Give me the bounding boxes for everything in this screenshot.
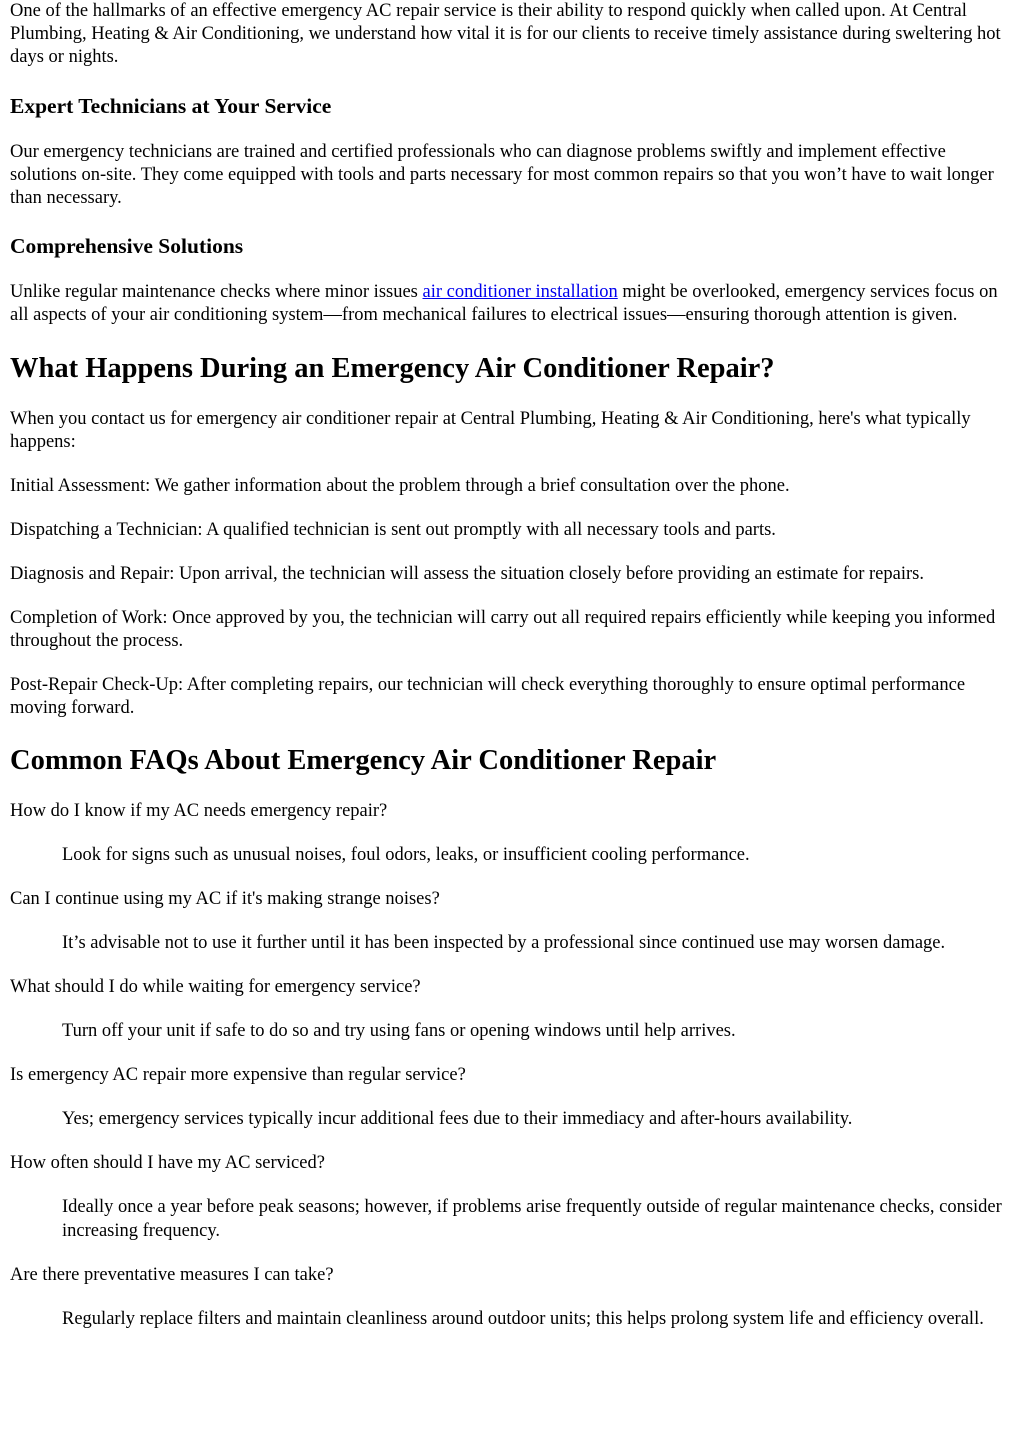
step-initial-assessment: Initial Assessment: We gather information about the problem through a brief consultation over the phone. [10, 475, 790, 496]
faq-answer: Look for signs such as unusual noises, foul odors, leaks, or insufficient cooling performance. [62, 845, 750, 866]
expert-technicians-heading: Expert Technicians at Your Service [10, 93, 332, 118]
faq-answer: Yes; emergency services typically incur additional fees due to their immediacy and after-hours availability. [62, 1109, 853, 1130]
faq-answer: Turn off your unit if safe to do so and try using fans or opening windows until help arrives. [62, 1021, 736, 1042]
step-dispatching-technician: Dispatching a Technician: A qualified technician is sent out promptly with all necessary tools and parts. [10, 519, 776, 540]
faqs-heading: Common FAQs About Emergency Air Conditioner Repair [10, 745, 717, 777]
what-happens-intro: When you contact us for emergency air conditioner repair at Central Plumbing, Heating & Air Conditioning, here's what typically happens: [10, 408, 971, 452]
faq-question: What should I do while waiting for emergency service? [10, 977, 421, 998]
faq-answer: It’s advisable not to use it further until it has been inspected by a professional since continued use may worsen damage. [62, 933, 946, 954]
comprehensive-solutions-paragraph [10, 281, 1014, 327]
faq-list [10, 800, 1014, 1330]
intro-paragraph: One of the hallmarks of an effective emergency AC repair service is their ability to respond quickly when called upon. At Central Plumbing, Heating & Air Conditioning, we understand how vital it is for our clients to receive timely assistance during sweltering hot days or nights. [10, 1, 1001, 68]
faq-answer: Ideally once a year before peak seasons; however, if problems arise frequently outside of regular maintenance checks, consider increasing frequency. [62, 1197, 1002, 1241]
step-completion-of-work: Completion of Work: Once approved by you, the technician will carry out all required repairs efficiently while keeping you informed throughout the process. [10, 607, 996, 652]
faq-question: How do I know if my AC needs emergency repair? [10, 801, 388, 822]
step-post-repair-checkup: Post-Repair Check-Up: After completing repairs, our technician will check everything thoroughly to ensure optimal performance moving forward. [10, 675, 966, 719]
comprehensive-solutions-heading: Comprehensive Solutions [10, 234, 244, 259]
faq-question: Are there preventative measures I can take? [10, 1264, 334, 1285]
faq-answer: Regularly replace filters and maintain cleanliness around outdoor units; this helps prolong system life and efficiency overall. [62, 1308, 984, 1329]
faq-question: Can I continue using my AC if it's making strange noises? [10, 889, 440, 910]
faq-question: Is emergency AC repair more expensive than regular service? [10, 1065, 466, 1086]
air-conditioner-installation-link[interactable]: air conditioner installation [422, 282, 618, 303]
comprehensive-text-after-link: might be overlooked, emergency services focus on all aspects of your air conditioning system—from mechanical failures to electrical issues—ensuring thorough attention is given. [10, 282, 998, 326]
faq-question: How often should I have my AC serviced? [10, 1153, 325, 1174]
what-happens-heading: What Happens During an Emergency Air Conditioner Repair? [10, 352, 775, 384]
comprehensive-text-before-link: Unlike regular maintenance checks where minor issues [10, 282, 423, 303]
step-diagnosis-repair: Diagnosis and Repair: Upon arrival, the technician will assess the situation closely before providing an estimate for repairs. [10, 563, 924, 584]
expert-technicians-paragraph: Our emergency technicians are trained and certified professionals who can diagnose problems swiftly and implement effective solutions on-site. They come equipped with tools and parts necessary for most common repairs so that you won’t have to wait longer than necessary. [10, 141, 994, 209]
